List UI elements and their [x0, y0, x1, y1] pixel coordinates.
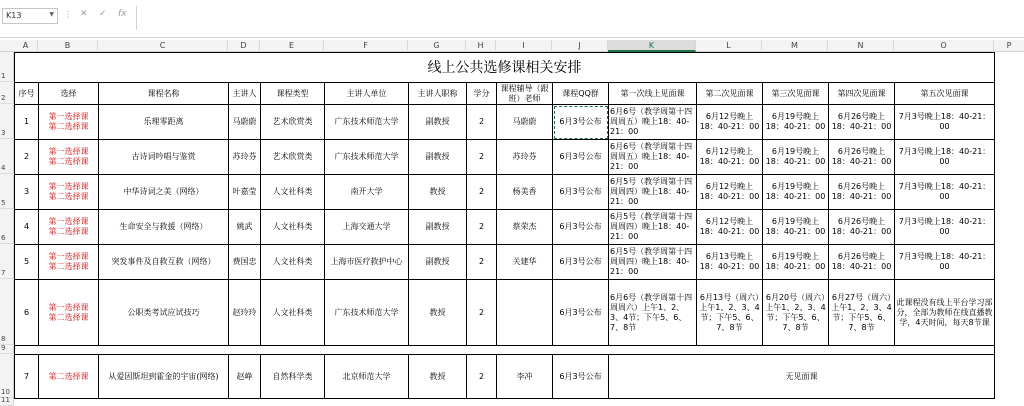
column-header[interactable]: E [260, 40, 324, 52]
row-header[interactable]: 5 [0, 174, 14, 209]
row-header[interactable]: 4 [0, 139, 14, 174]
cell-credits[interactable]: 2 [467, 175, 497, 210]
cell-course-type[interactable]: 人文社科类 [261, 210, 325, 245]
cell-credits[interactable]: 2 [467, 210, 497, 245]
cell-fourth-meeting[interactable]: 6月26号晚上18：40-21：00 [829, 140, 895, 175]
column-header[interactable]: H [466, 40, 496, 52]
header-lecturer[interactable]: 主讲人 [229, 83, 261, 105]
column-header[interactable]: I [496, 40, 552, 52]
cell-lecturer[interactable]: 费国忠 [229, 245, 261, 280]
cell-credits[interactable]: 2 [467, 105, 497, 140]
cell-tutor[interactable]: 关建华 [497, 245, 553, 280]
header-course-type[interactable]: 课程类型 [261, 83, 325, 105]
cell-qq-group[interactable]: 6月3号公布 [553, 210, 609, 245]
cell-lecturer-unit[interactable]: 上海交通大学 [325, 210, 409, 245]
row-header[interactable]: 10 [0, 354, 14, 398]
cell-qq-group[interactable]: 6月3号公布 [553, 245, 609, 280]
cell-choice[interactable]: 第一选择课 第二选择课 [39, 175, 99, 210]
cell-seq[interactable]: 7 [15, 355, 39, 399]
cell-course-name[interactable]: 古诗词吟唱与鉴赏 [99, 140, 229, 175]
cell-qq-group[interactable]: 6月3号公布 [553, 175, 609, 210]
header-second-meeting[interactable]: 第二次见面课 [697, 83, 763, 105]
cell-fifth-meeting[interactable]: 7月3号晚上18：40-21：00 [895, 140, 995, 175]
cell-third-meeting[interactable]: 6月19号晚上18：40-21：00 [763, 175, 829, 210]
cell-seq[interactable]: 3 [15, 175, 39, 210]
cell-lecturer[interactable]: 赵峥 [229, 355, 261, 399]
cell-first-meeting[interactable]: 6月5号（教学周第十四周周四）晚上18：40-21：00 [609, 210, 697, 245]
cell-credits[interactable]: 2 [467, 280, 497, 346]
cell-second-meeting[interactable]: 6月12号晚上18：40-21：00 [697, 210, 763, 245]
cell-lecturer-unit[interactable]: 南开大学 [325, 175, 409, 210]
header-seq[interactable]: 序号 [15, 83, 39, 105]
cell-lecturer[interactable]: 姚武 [229, 210, 261, 245]
row-header[interactable]: 8 [0, 279, 14, 345]
cell-first-meeting[interactable]: 6月6号（教学周第十四周周六）上午1、2、3、4节；下午5、6、7、8节 [609, 280, 697, 346]
cell-lecturer-title[interactable]: 教授 [409, 175, 467, 210]
cell-fifth-meeting[interactable]: 7月3号晚上18：40-21：00 [895, 245, 995, 280]
header-course-name[interactable]: 课程名称 [99, 83, 229, 105]
function-icon[interactable]: fx [118, 9, 127, 19]
table-row [15, 175, 995, 210]
cell-fifth-meeting[interactable]: 此课程没有线上平台学习部分，全部为教师在线直播教学，4天时间，每天8节课 [895, 280, 995, 346]
cell-fifth-meeting[interactable]: 7月3号晚上18：40-21：00 [895, 210, 995, 245]
spreadsheet-grid [14, 52, 995, 399]
table-row [15, 245, 995, 280]
cell-lecturer-unit[interactable]: 广东技术师范大学 [325, 105, 409, 140]
cell-second-meeting[interactable]: 6月12号晚上18：40-21：00 [697, 105, 763, 140]
cell-lecturer-unit[interactable]: 北京师范大学 [325, 355, 409, 399]
cell-third-meeting[interactable]: 6月19号晚上18：40-21：00 [763, 210, 829, 245]
name-box-value: K13 [6, 11, 22, 20]
cell-fifth-meeting[interactable]: 7月3号晚上18：40-21：00 [895, 105, 995, 140]
cell-third-meeting[interactable]: 6月20号（周六）上午1、2、3、4节；下午5、6、7、8节 [763, 280, 829, 346]
cell-first-meeting[interactable]: 6月5号（教学周第十四周周四）晚上18：40-21：00 [609, 245, 697, 280]
column-header[interactable]: D [228, 40, 260, 52]
cell-first-meeting[interactable]: 6月6号（教学周第十四周周五）晚上18：40-21：00 [609, 105, 697, 140]
cell-course-type[interactable]: 艺术欣赏类 [261, 105, 325, 140]
row-header[interactable]: 9 [0, 345, 14, 354]
confirm-icon[interactable]: ✓ [99, 9, 107, 19]
cell-second-meeting[interactable]: 6月12号晚上18：40-21：00 [697, 140, 763, 175]
cell-lecturer-title[interactable]: 副教授 [409, 245, 467, 280]
header-lecturer-unit[interactable]: 主讲人单位 [325, 83, 409, 105]
cell-tutor[interactable]: 李冲 [497, 355, 553, 399]
row-header[interactable]: 2 [0, 82, 14, 104]
row-header[interactable]: 1 [0, 52, 14, 82]
cell-course-name[interactable]: 从爱因斯坦到霍金的宇宙(网络) [99, 355, 229, 399]
cell-lecturer[interactable]: 叶嘉莹 [229, 175, 261, 210]
cell-seq[interactable]: 6 [15, 280, 39, 346]
column-header[interactable]: A [14, 40, 38, 52]
header-fifth-meeting[interactable]: 第五次见面课 [895, 83, 995, 105]
name-box[interactable] [2, 8, 58, 24]
cell-lecturer-title[interactable]: 教授 [409, 355, 467, 399]
cell-course-type[interactable]: 人文社科类 [261, 175, 325, 210]
cell-fourth-meeting[interactable]: 6月27号（周六）上午1、2、3、4节；下午5、6、7、8节 [829, 280, 895, 346]
cell-course-name[interactable]: 乐理零距离 [99, 105, 229, 140]
header-choice[interactable]: 选择 [39, 83, 99, 105]
cell-course-name[interactable]: 突发事件及自救互救（网络） [99, 245, 229, 280]
header-tutor[interactable]: 课程辅导（跟班）老师 [497, 83, 553, 105]
cell-seq[interactable]: 5 [15, 245, 39, 280]
cell-qq-group[interactable]: 6月3号公布 [553, 105, 609, 140]
cell-lecturer[interactable]: 马蔚蔚 [229, 105, 261, 140]
cell-first-meeting[interactable]: 6月5号（教学周第十四周周四）晚上18：40-21：00 [609, 175, 697, 210]
cell-qq-group[interactable]: 6月3号公布 [553, 140, 609, 175]
column-header[interactable]: O [894, 40, 994, 52]
cell-tutor[interactable]: 苏玲芬 [497, 140, 553, 175]
cell-lecturer-unit[interactable]: 广东技术师范大学 [325, 280, 409, 346]
table-row [15, 105, 995, 140]
cell-tutor[interactable]: 杨美香 [497, 175, 553, 210]
column-header[interactable]: C [98, 40, 228, 52]
cell-no-meeting[interactable]: 无见面课 [609, 355, 995, 399]
row-header[interactable]: 7 [0, 244, 14, 279]
column-header[interactable]: J [552, 40, 608, 52]
column-header-selected[interactable]: K [608, 40, 696, 52]
cell-fourth-meeting[interactable]: 6月26号晚上18：40-21：00 [829, 175, 895, 210]
cell-seq[interactable]: 2 [15, 140, 39, 175]
header-lecturer-title[interactable]: 主讲人职称 [409, 83, 467, 105]
cell-course-type[interactable]: 人文社科类 [261, 280, 325, 346]
cell-fourth-meeting[interactable]: 6月26号晚上18：40-21：00 [829, 245, 895, 280]
column-header[interactable]: M [762, 40, 828, 52]
cell-credits[interactable]: 2 [467, 140, 497, 175]
cell-choice[interactable]: 第一选择课 第二选择课 [39, 245, 99, 280]
cell-course-name[interactable]: 中华诗词之美（网络） [99, 175, 229, 210]
cell-course-type[interactable]: 人文社科类 [261, 245, 325, 280]
cell-fourth-meeting[interactable]: 6月26号晚上18：40-21：00 [829, 210, 895, 245]
formula-bar [0, 0, 1024, 38]
cell-choice[interactable]: 第一选择课 第二选择课 [39, 140, 99, 175]
header-credits[interactable]: 学分 [467, 83, 497, 105]
table-row [15, 355, 995, 399]
cell-second-meeting[interactable]: 6月13号晚上18：40-21：00 [697, 245, 763, 280]
header-qq-group[interactable]: 课程QQ群 [553, 83, 609, 105]
row-header[interactable]: 6 [0, 209, 14, 244]
column-header[interactable]: P [1006, 41, 1012, 50]
table-row [15, 210, 995, 245]
cell-qq-group[interactable]: 6月3号公布 [553, 355, 609, 399]
cell-fourth-meeting[interactable]: 6月26号晚上18：40-21：00 [829, 105, 895, 140]
cell-lecturer-unit[interactable]: 上海市医疗救护中心 [325, 245, 409, 280]
cell-credits[interactable]: 2 [467, 355, 497, 399]
cell-lecturer-title[interactable]: 副教授 [409, 210, 467, 245]
column-header[interactable]: G [408, 40, 466, 52]
cell-lecturer-title[interactable]: 教授 [409, 280, 467, 346]
row-header[interactable]: 3 [0, 104, 14, 139]
cell-second-meeting[interactable]: 6月12号晚上18：40-21：00 [697, 175, 763, 210]
chevron-down-icon[interactable]: ▼ [49, 11, 54, 18]
cell-choice[interactable]: 第一选择课 第二选择课 [39, 210, 99, 245]
cell-course-type[interactable]: 自然科学类 [261, 355, 325, 399]
cell-choice[interactable]: 第一选择课 第二选择课 [39, 105, 99, 140]
cell-credits[interactable]: 2 [467, 245, 497, 280]
row-header[interactable]: 11 [0, 398, 14, 406]
column-header[interactable]: N [828, 40, 894, 52]
cell-lecturer-unit[interactable]: 广东技术师范大学 [325, 140, 409, 175]
cell-qq-group[interactable]: 6月3号公布 [553, 280, 609, 346]
cell-third-meeting[interactable]: 6月19号晚上18：40-21：00 [763, 105, 829, 140]
column-header[interactable]: B [38, 40, 98, 52]
cell-lecturer-title[interactable]: 副教授 [409, 140, 467, 175]
cell-course-type[interactable]: 艺术欣赏类 [261, 140, 325, 175]
cell-fifth-meeting[interactable]: 7月3号晚上18：40-21：00 [895, 175, 995, 210]
column-headers [0, 40, 1024, 52]
more-icon: ⋮ [64, 10, 72, 19]
column-header[interactable]: L [696, 40, 762, 52]
cell-lecturer[interactable]: 赵玲玲 [229, 280, 261, 346]
header-third-meeting[interactable]: 第三次见面课 [763, 83, 829, 105]
cell-second-meeting[interactable]: 6月13号（周六）上午1、2、3、4节；下午5、6、7、8节 [697, 280, 763, 346]
sheet-title[interactable]: 线上公共选修课相关安排 [15, 53, 995, 83]
cell-seq[interactable]: 4 [15, 210, 39, 245]
header-row [15, 83, 995, 105]
cell-tutor[interactable]: 蔡荣杰 [497, 210, 553, 245]
cell-lecturer[interactable]: 苏玲芬 [229, 140, 261, 175]
cell-tutor[interactable] [497, 280, 553, 346]
table-row [15, 140, 995, 175]
table-row [15, 280, 995, 346]
empty-cell[interactable] [15, 346, 995, 355]
cell-first-meeting[interactable]: 6月6号（教学周第十四周周五）晚上18：40-21：00 [609, 140, 697, 175]
cell-lecturer-title[interactable]: 副教授 [409, 105, 467, 140]
cell-course-name[interactable]: 公职类考试应试技巧 [99, 280, 229, 346]
cell-seq[interactable]: 1 [15, 105, 39, 140]
header-fourth-meeting[interactable]: 第四次见面课 [829, 83, 895, 105]
cell-tutor[interactable]: 马蔚蔚 [497, 105, 553, 140]
cell-choice[interactable]: 第一选择课 第二选择课 [39, 280, 99, 346]
empty-row [15, 346, 995, 355]
cell-third-meeting[interactable]: 6月19号晚上18：40-21：00 [763, 140, 829, 175]
formula-input[interactable] [136, 6, 1024, 30]
column-header[interactable]: F [324, 40, 408, 52]
cell-choice[interactable]: 第二选择课 [39, 355, 99, 399]
cell-course-name[interactable]: 生命安全与救援（网络） [99, 210, 229, 245]
cancel-icon[interactable]: ✕ [80, 9, 88, 19]
cell-third-meeting[interactable]: 6月19号晚上18：40-21：00 [763, 245, 829, 280]
header-first-meeting[interactable]: 第一次线上见面课 [609, 83, 697, 105]
